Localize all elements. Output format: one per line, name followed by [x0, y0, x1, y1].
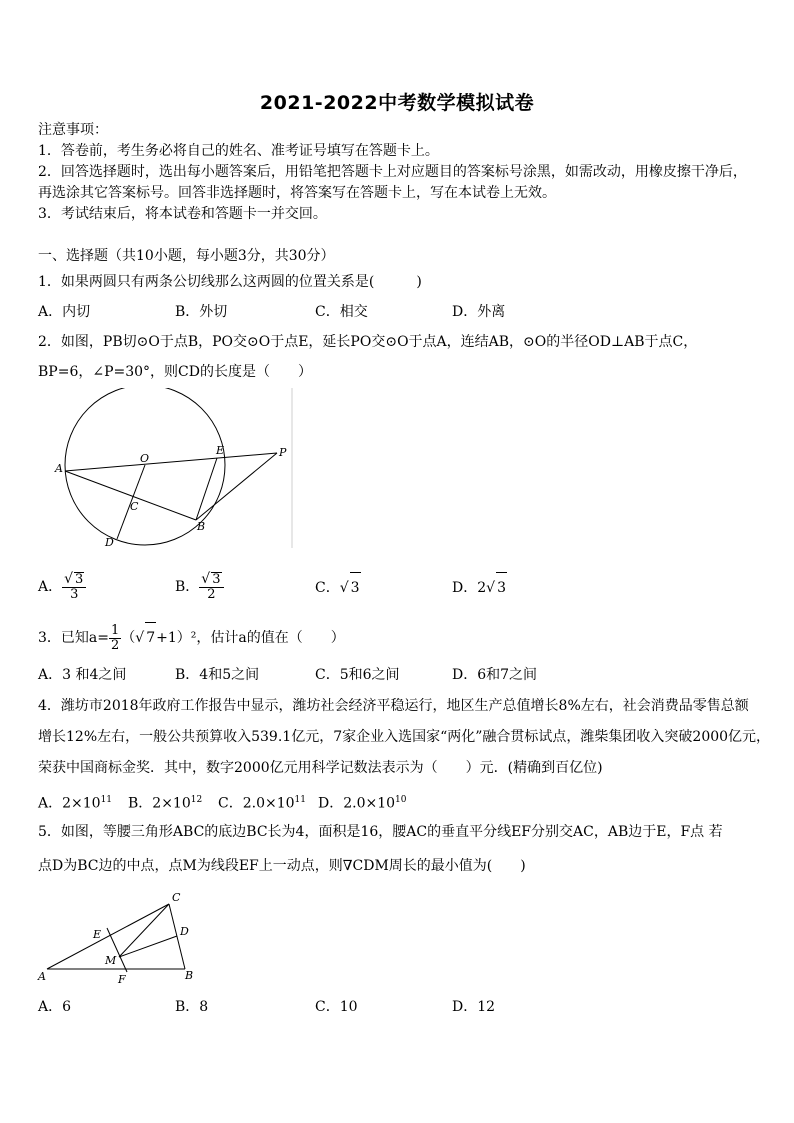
- line-cm: [119, 904, 169, 957]
- label-e: E: [93, 928, 102, 941]
- label-o: O: [140, 452, 150, 465]
- notice-heading: 注意事项：: [38, 122, 108, 138]
- q1-options: [38, 302, 758, 322]
- q2-option-a[interactable]: A． $\frac{√ 3}{3}$: [38, 572, 86, 602]
- label-b: B: [197, 520, 206, 533]
- q4-option-b[interactable]: B．$2\times 10^{12}$: [128, 795, 203, 812]
- line-ap: [65, 453, 277, 471]
- q3-option-c[interactable]: C．5和6之间: [315, 667, 400, 683]
- q5-options: [38, 997, 758, 1017]
- label-p: P: [279, 446, 287, 459]
- label-d: D: [105, 536, 114, 549]
- q2-option-b[interactable]: B． $\frac{√ 3}{2}$: [175, 572, 224, 602]
- notice-item-2: 2．回答选择题时，选出每小题答案后，用铅笔把答题卡上对应题目的答案标号涂黑，如需改动，用橡皮擦干净后，再选涂其它答案标号。回答非选择题时，将答案写在答题卡上，写在本试卷上无效。: [38, 164, 747, 201]
- line-bp: [196, 453, 277, 520]
- q5-stem-line1: 5．如图，等腰三角形ABC的底边BC长为4，面积是16，腰AC的垂直平分线EF分别交AC，AB边于E，F点 若: [38, 824, 723, 840]
- q3-options: [38, 665, 758, 685]
- q1-option-c[interactable]: C．相交: [315, 304, 368, 320]
- page-title: 2021-2022中考数学模拟试卷: [259, 92, 535, 114]
- q5-stem-line2: 点D为BC边的中点，点M为线段EF上一动点，则∇CDM周长的最小值为( ): [38, 858, 526, 874]
- q4-option-d[interactable]: D．$2.0\times 10^{10}$: [318, 795, 407, 812]
- q4-options: [38, 790, 758, 810]
- q5-option-d[interactable]: D．12: [452, 999, 496, 1015]
- q3-option-d[interactable]: D．6和7之间: [452, 667, 538, 683]
- label-b: B: [185, 969, 194, 982]
- label-c: C: [172, 891, 181, 904]
- q3-option-a[interactable]: A．3 和4之间: [38, 667, 127, 683]
- label-d: D: [180, 925, 189, 938]
- q1-stem: 1．如果两圆只有两条公切线那么这两圆的位置关系是( ): [38, 274, 422, 290]
- line-dm: [119, 936, 177, 957]
- q2-option-c[interactable]: C．√ 3: [315, 572, 361, 603]
- q3-stem: 3．已知a= $\frac{1}{2}$ （√ 7+1）²，估计a的值在（ ）: [38, 622, 345, 653]
- label-a: A: [55, 462, 63, 475]
- q2-circle-figure: [50, 388, 300, 553]
- label-c: C: [130, 500, 139, 513]
- notice-item-3: 3．考试结束后，将本试卷和答题卡一并交回。: [38, 206, 327, 222]
- q4-stem-line1: 4．潍坊市2018年政府工作报告中显示，潍坊社会经济平稳运行，地区生产总值增长8%左右，社会消费品零售总额: [38, 698, 749, 714]
- q2-stem-line1: 2．如图，PB切⊙O于点B，PO交⊙O于点E，延长PO交⊙O于点A，连结AB，⊙O的半径OD⊥AB于点C，: [38, 334, 698, 350]
- q2-options: [38, 572, 758, 602]
- label-a: A: [38, 970, 46, 983]
- label-m: M: [105, 954, 117, 967]
- q5-option-a[interactable]: A．6: [38, 999, 72, 1015]
- q4-stem-line2: 增长12%左右，一般公共预算收入539.1亿元，7家企业入选国家“两化”融合贯标试点，潍柴集团收入突破2000亿元，: [38, 729, 771, 745]
- q5-triangle-figure: [35, 888, 205, 988]
- notice-item-1: 1．答卷前，考生务必将自己的姓名、准考证号填写在答题卡上。: [38, 143, 439, 159]
- section-heading: 一、选择题（共10小题，每小题3分，共30分）: [38, 248, 335, 264]
- q1-option-a[interactable]: A．内切: [38, 304, 91, 320]
- q4-option-a[interactable]: A．$2\times 10^{11}$: [38, 795, 113, 812]
- q3-option-b[interactable]: B．4和5之间: [175, 667, 260, 683]
- q4-option-c[interactable]: C．$2.0\times 10^{11}$: [218, 795, 306, 812]
- q1-option-b[interactable]: B．外切: [175, 304, 228, 320]
- q5-option-c[interactable]: C．10: [315, 999, 358, 1015]
- q5-option-b[interactable]: B．8: [175, 999, 209, 1015]
- q4-stem-line3: 荣获中国商标金奖．其中，数字2000亿元用科学记数法表示为（ ）元．(精确到百亿位): [38, 760, 603, 776]
- q3-fraction: $\frac{1}{2}$: [110, 622, 120, 653]
- label-e: E: [216, 444, 225, 457]
- q1-option-d[interactable]: D．外离: [452, 304, 506, 320]
- q2-option-d[interactable]: D．2√ 3: [452, 572, 507, 603]
- q2-stem-line2: BP=6，∠P=30°，则CD的长度是（ ）: [38, 364, 312, 380]
- label-f: F: [118, 973, 126, 986]
